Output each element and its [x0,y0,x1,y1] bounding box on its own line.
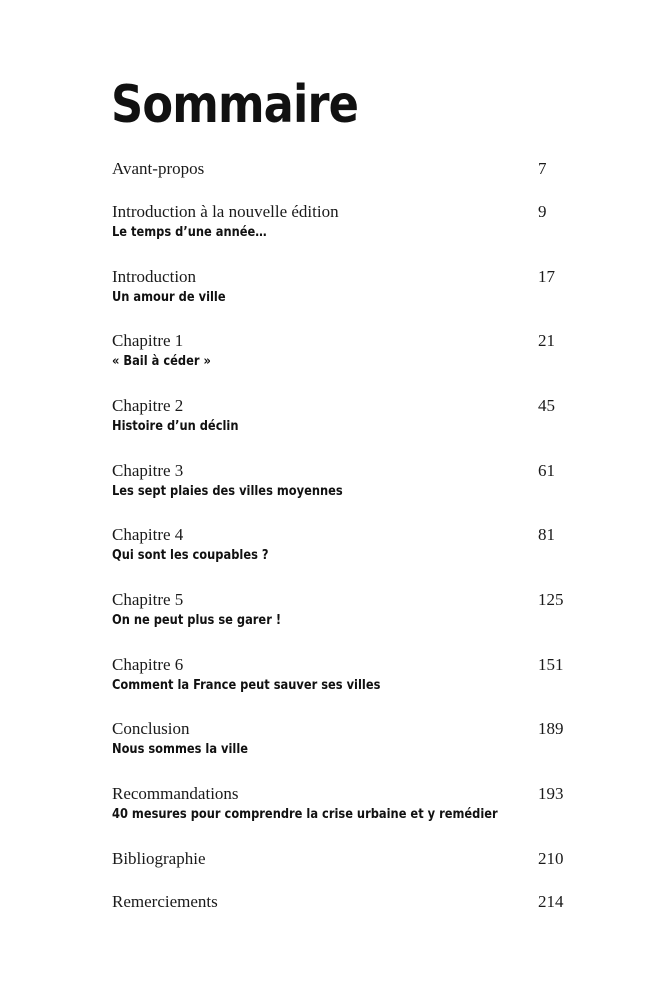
entry-page-number: 81 [538,525,555,544]
entry-label: Introduction à la nouvelle édition [112,202,339,221]
entry-label: Bibliographie [112,849,206,868]
entry-subtitle: « Bail à céder » [112,354,211,369]
entry-label: Conclusion [112,719,190,738]
entry-subtitle: On ne peut plus se garer ! [112,613,282,628]
page-title: Sommaire [111,75,359,135]
entry-page-number: 151 [538,655,564,674]
entry-label: Chapitre 3 [112,461,184,480]
entry-subtitle: Comment la France peut sauver ses villes [112,678,381,693]
entry-subtitle: Les sept plaies des villes moyennes [112,484,343,499]
entry-label: Chapitre 6 [112,655,184,674]
entry-subtitle: Le temps d’une année… [112,225,267,240]
entry-label: Chapitre 4 [112,525,184,544]
entry-page-number: 214 [538,892,564,911]
entry-label: Chapitre 1 [112,331,184,350]
entry-subtitle: 40 mesures pour comprendre la crise urbaine et y remédier [112,807,498,822]
entry-subtitle: Nous sommes la ville [112,742,249,757]
entry-page-number: 210 [538,849,564,868]
entry-label: Chapitre 5 [112,590,184,609]
entry-label: Remerciements [112,892,218,911]
entry-subtitle: Qui sont les coupables ? [112,548,269,563]
entry-page-number: 189 [538,719,564,738]
entry-subtitle: Histoire d’un déclin [112,419,239,434]
entry-page-number: 21 [538,331,555,350]
entry-label: Chapitre 2 [112,396,184,415]
entry-page-number: 193 [538,784,564,803]
entry-page-number: 45 [538,396,555,415]
entry-page-number: 61 [538,461,555,480]
entry-page-number: 7 [538,159,547,178]
entry-label: Avant-propos [112,159,205,178]
entry-label: Introduction [112,267,197,286]
entry-subtitle: Un amour de ville [112,290,226,305]
entry-label: Recommandations [112,784,239,803]
entry-page-number: 125 [538,590,564,609]
entry-page-number: 17 [538,267,555,286]
entry-page-number: 9 [538,202,547,221]
